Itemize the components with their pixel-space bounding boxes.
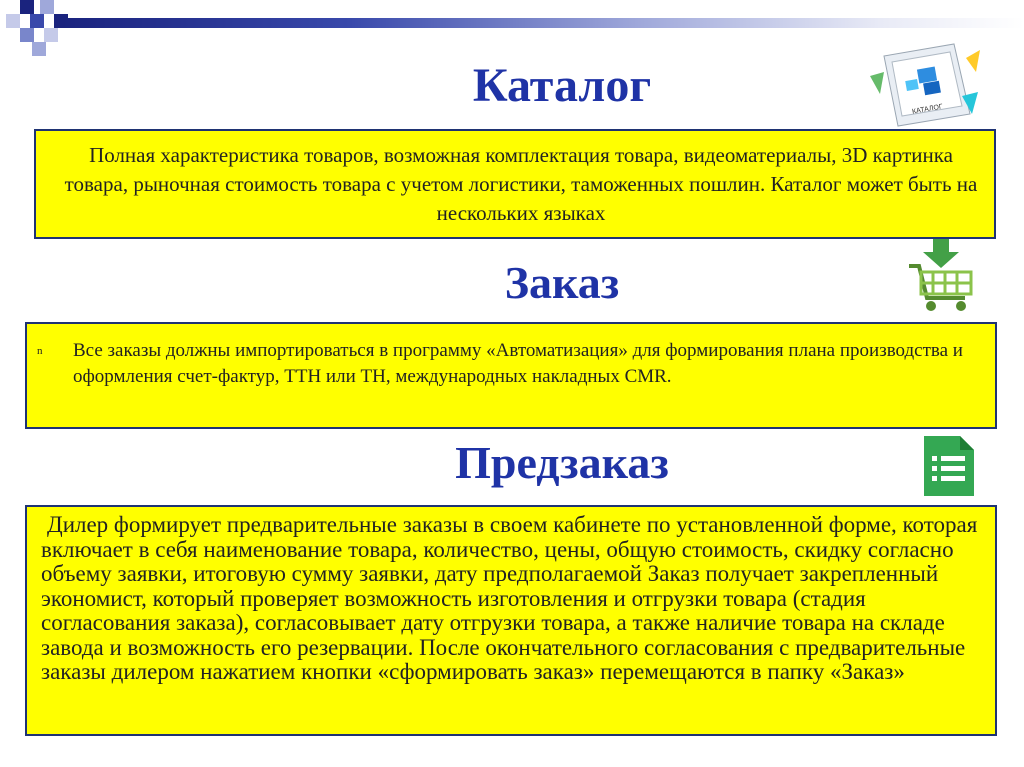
header-bar [62,18,1024,28]
order-title: Заказ [504,257,620,308]
catalog-text: Полная характеристика товаров, возможная комплектация товара, видеоматериалы, 3D картинка товара, рыночная стоимость товара с учетом логистики, таможенных пошлин. Каталог может быть на нескольких языках [64,143,978,225]
preorder-text: Дилер формирует предварительные заказы в своем кабинете по установленной форме, которая включает в себя наименование товара, количество, цены, общую стоимость, скидку согласно объему заявки, итоговую сумму заявки, дату предполагаемой Заказ получает закрепленный экономист, который проверяет возможность изготовления и отгрузки товара (стадия согласования заказа), согласовывает дату отгрузки товара, а также наличие товара на складе завода и возможность его резервации. После окончательного согласования с предварительные заказы дилером нажатием кнопки «сформировать заказ» перемещаются в папку «Заказ» [41,512,978,684]
catalog-box [34,129,996,239]
preorder-box [25,505,997,736]
preorder-title: Предзаказ [455,437,669,488]
catalog-title: Каталог [472,59,652,112]
order-box [25,322,997,429]
header-decoration [0,0,80,60]
order-text: Все заказы должны импортироваться в программу «Автоматизация» для формирования плана производства и оформления счет-фактур, ТТН или ТН, международных накладных CMR. [73,340,963,387]
catalog-icon-label: КАТАЛОГ [911,103,944,116]
bullet-marker: n [37,345,43,357]
